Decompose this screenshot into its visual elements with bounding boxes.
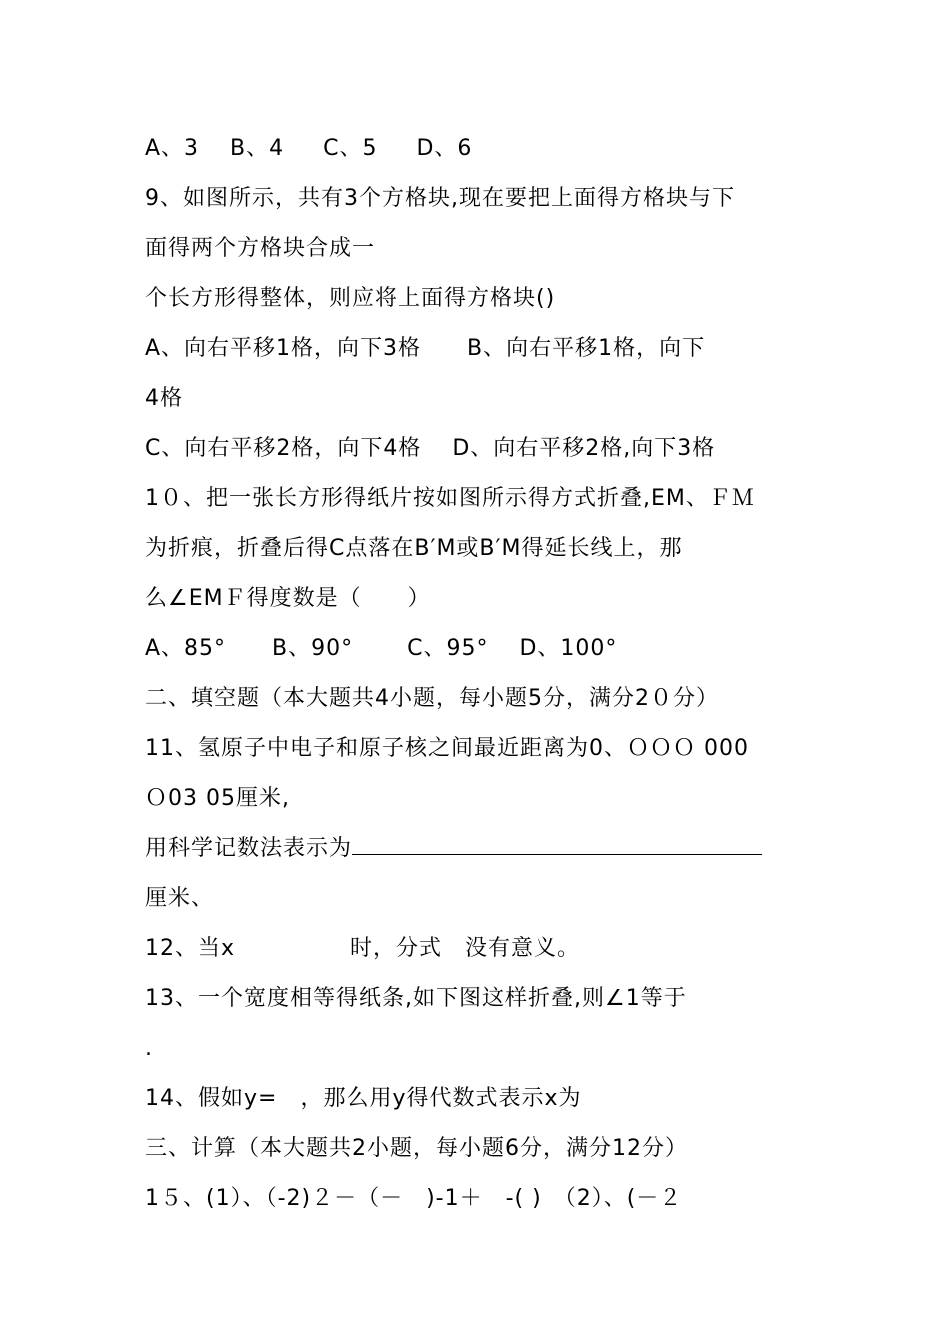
q11-answer-line xyxy=(145,831,825,867)
q9-options-ab-cont: 4格 xyxy=(145,386,183,411)
q10-options: A、85° B、90° C、95° D、100° xyxy=(145,636,618,661)
q10-stem-line-1: 1０、把一张长方形得纸片按如图所示得方式折叠,EM、ＦＭ xyxy=(145,486,755,511)
q10-stem-line-3: 么∠EMＦ得度数是（ ） xyxy=(145,586,431,611)
q11-unit: 厘米、 xyxy=(145,886,215,911)
q13-stem-cont: . xyxy=(145,1036,153,1061)
q11-answer-prompt: 用科学记数法表示为 xyxy=(145,836,353,861)
q12-stem: 12、当x 时，分式 没有意义。 xyxy=(145,936,581,961)
q9-options-ab: A、向右平移1格，向下3格 B、向右平移1格，向下 xyxy=(145,336,706,361)
q10-stem-line-2: 为折痕，折叠后得C点落在B′M或B′M得延长线上，那 xyxy=(145,536,683,561)
q9-stem-line-3: 个长方形得整体，则应将上面得方格块() xyxy=(145,286,556,311)
q8-options: A、3 B、4 C、5 D、6 xyxy=(145,136,473,161)
q11-stem-line-2: Ｏ03 05厘米, xyxy=(145,786,290,811)
q9-stem-line-2: 面得两个方格块合成一 xyxy=(145,236,376,261)
q9-stem-line-1: 9、如图所示，共有3个方格块,现在要把上面得方格块与下 xyxy=(145,186,735,211)
q11-answer-blank[interactable] xyxy=(352,832,762,855)
q13-stem: 13、一个宽度相等得纸条,如下图这样折叠,则∠1等于 xyxy=(145,986,687,1011)
q14-stem: 14、假如y= ，那么用y得代数式表示x为 xyxy=(145,1086,582,1111)
section-2-heading: 二、填空题（本大题共4小题，每小题5分，满分2０分） xyxy=(145,686,719,711)
section-3-heading: 三、计算（本大题共2小题，每小题6分，满分12分） xyxy=(145,1136,688,1161)
q9-options-cd: C、向右平移2格，向下4格 D、向右平移2格,向下3格 xyxy=(145,436,716,461)
q15-stem: 1５、(1）、（-2)２－（－ )-1＋ -( ) （2）、(－２ xyxy=(145,1186,683,1211)
q11-stem-line-1: 11、氢原子中电子和原子核之间最近距离为0、ＯＯＯ 000 xyxy=(145,736,749,761)
